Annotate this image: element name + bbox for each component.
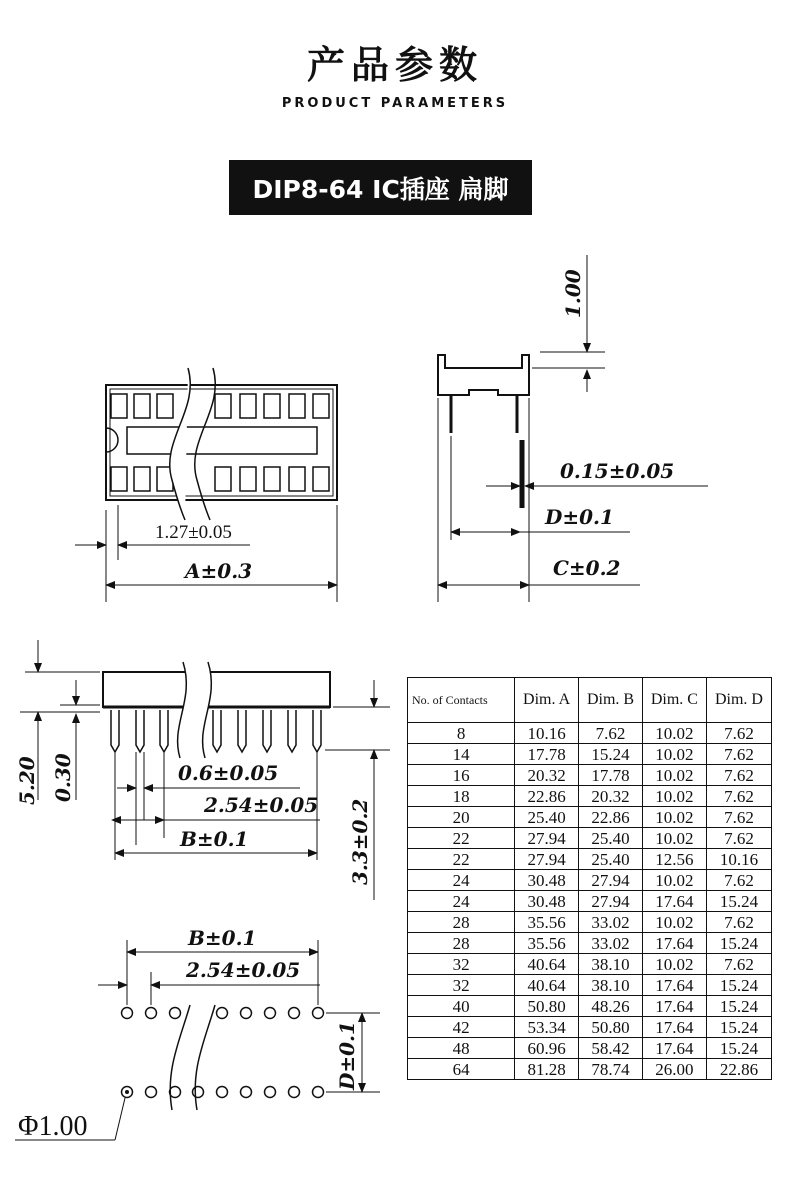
table-cell: 24	[408, 891, 515, 912]
table-cell: 48.26	[579, 996, 643, 1017]
table-cell: 10.02	[642, 870, 706, 891]
header-dim-d: Dim. D	[706, 678, 771, 723]
table-cell: 17.78	[515, 744, 579, 765]
table-row	[408, 975, 772, 996]
table-cell: 10.02	[642, 786, 706, 807]
dim-d-label: D±0.1	[545, 505, 614, 529]
table-row	[408, 1017, 772, 1038]
table-cell: 28	[408, 912, 515, 933]
header-contacts	[408, 678, 515, 723]
thickness-label: 0.15±0.05	[560, 459, 675, 483]
table-cell: 12.56	[642, 849, 706, 870]
table-cell: 22.86	[579, 807, 643, 828]
table-row	[408, 954, 772, 975]
table-cell: 33.02	[579, 912, 643, 933]
one-mm-label: 1.00	[561, 269, 585, 318]
page-subtitle: PRODUCT PARAMETERS	[281, 96, 509, 111]
table-cell: 17.64	[642, 1038, 706, 1059]
top-view-contacts-lower	[111, 467, 329, 491]
table-cell: 50.80	[579, 1017, 643, 1038]
table-cell: 15.24	[706, 933, 771, 954]
table-cell: 16	[408, 765, 515, 786]
table-cell: 10.02	[642, 912, 706, 933]
table-cell: 24	[408, 870, 515, 891]
table-cell: 15.24	[706, 996, 771, 1017]
header-dim-b: Dim. B	[579, 678, 643, 723]
front-view-pins	[111, 710, 321, 752]
table-cell: 7.62	[706, 765, 771, 786]
table-cell: 25.40	[515, 807, 579, 828]
table-cell: 7.62	[706, 870, 771, 891]
table-row	[408, 1038, 772, 1059]
header-dim-a: Dim. A	[515, 678, 579, 723]
table-cell: 10.02	[642, 744, 706, 765]
table-cell: 27.94	[515, 828, 579, 849]
table-cell: 10.16	[515, 723, 579, 744]
table-cell: 20.32	[579, 786, 643, 807]
table-header-row	[408, 678, 772, 723]
table-row	[408, 744, 772, 765]
table-cell: 42	[408, 1017, 515, 1038]
table-row	[408, 849, 772, 870]
table-cell: 10.02	[642, 807, 706, 828]
top-view-contacts-upper	[111, 394, 329, 418]
table-cell: 20	[408, 807, 515, 828]
header-contacts-text: No. of Contacts	[412, 692, 488, 707]
footprint-holes-lower	[122, 1087, 324, 1098]
table-cell: 22	[408, 828, 515, 849]
table-cell: 35.56	[515, 912, 579, 933]
table-cell: 60.96	[515, 1038, 579, 1059]
table-cell: 15.24	[706, 1017, 771, 1038]
table-row	[408, 807, 772, 828]
table-cell: 38.10	[579, 954, 643, 975]
pitch-127-label: 1.27±0.05	[155, 522, 232, 543]
table-row	[408, 870, 772, 891]
table-cell: 17.64	[642, 933, 706, 954]
table-row	[408, 912, 772, 933]
table-cell: 18	[408, 786, 515, 807]
table-cell: 15.24	[706, 891, 771, 912]
hole-diameter-label: Φ1.00	[18, 1111, 88, 1142]
table-cell: 7.62	[706, 954, 771, 975]
table-cell: 10.02	[642, 954, 706, 975]
table-cell: 33.02	[579, 933, 643, 954]
table-cell: 30.48	[515, 870, 579, 891]
table-cell: 15.24	[706, 1038, 771, 1059]
table-cell: 7.62	[706, 828, 771, 849]
table-cell: 17.64	[642, 996, 706, 1017]
dimension-table	[407, 677, 772, 1080]
page-title: 产品参数	[306, 43, 483, 87]
table-cell: 7.62	[706, 744, 771, 765]
height-33-label: 3.3±0.2	[348, 798, 372, 885]
table-cell: 17.64	[642, 1017, 706, 1038]
table-cell: 32	[408, 975, 515, 996]
table-cell: 20.32	[515, 765, 579, 786]
table-row	[408, 1059, 772, 1080]
pin-width-label: 0.6±0.05	[178, 761, 279, 785]
table-cell: 10.02	[642, 765, 706, 786]
table-row	[408, 765, 772, 786]
table-cell: 78.74	[579, 1059, 643, 1080]
table-cell: 26.00	[642, 1059, 706, 1080]
table-cell: 64	[408, 1059, 515, 1080]
table-cell: 40.64	[515, 975, 579, 996]
table-cell: 22.86	[515, 786, 579, 807]
table-cell: 22.86	[706, 1059, 771, 1080]
table-cell: 10.02	[642, 723, 706, 744]
table-cell: 35.56	[515, 933, 579, 954]
table-cell: 25.40	[579, 849, 643, 870]
table-cell: 7.62	[706, 786, 771, 807]
dim-c-label: C±0.2	[553, 556, 621, 580]
table-row	[408, 891, 772, 912]
pitch-254-label: 2.54±0.05	[204, 793, 319, 817]
dim-a-label: A±0.3	[185, 559, 253, 583]
table-cell: 17.64	[642, 975, 706, 996]
table-cell: 81.28	[515, 1059, 579, 1080]
table-cell: 17.78	[579, 765, 643, 786]
table-cell: 38.10	[579, 975, 643, 996]
table-cell: 40	[408, 996, 515, 1017]
table-cell: 7.62	[706, 807, 771, 828]
table-cell: 32	[408, 954, 515, 975]
table-cell: 40.64	[515, 954, 579, 975]
product-banner: DIP8-64 IC插座 扁脚	[229, 160, 532, 215]
table-cell: 17.64	[642, 891, 706, 912]
table-cell: 58.42	[579, 1038, 643, 1059]
table-cell: 50.80	[515, 996, 579, 1017]
table-row	[408, 828, 772, 849]
height-520-label: 5.20	[15, 756, 39, 805]
table-row	[408, 786, 772, 807]
table-cell: 27.94	[515, 849, 579, 870]
table-row	[408, 723, 772, 744]
header-dim-c: Dim. C	[642, 678, 706, 723]
table-cell: 15.24	[706, 975, 771, 996]
table-cell: 7.62	[706, 912, 771, 933]
dim-b-label: B±0.1	[180, 827, 249, 851]
table-cell: 10.02	[642, 828, 706, 849]
table-cell: 27.94	[579, 891, 643, 912]
height-030-label: 0.30	[51, 753, 75, 802]
table-cell: 25.40	[579, 828, 643, 849]
footprint-holes-upper	[122, 1008, 324, 1019]
table-cell: 28	[408, 933, 515, 954]
footprint-b-label: B±0.1	[188, 926, 257, 950]
table-cell: 8	[408, 723, 515, 744]
table-cell: 30.48	[515, 891, 579, 912]
table-cell: 15.24	[579, 744, 643, 765]
side-view	[438, 255, 708, 602]
footprint-pitch-label: 2.54±0.05	[186, 958, 301, 982]
table-cell: 14	[408, 744, 515, 765]
table-cell: 7.62	[579, 723, 643, 744]
footprint-d-label: D±0.1	[335, 1021, 359, 1090]
table-cell: 22	[408, 849, 515, 870]
table-cell: 27.94	[579, 870, 643, 891]
table-cell: 48	[408, 1038, 515, 1059]
table-cell: 7.62	[706, 723, 771, 744]
top-view	[75, 368, 337, 602]
table-cell: 10.16	[706, 849, 771, 870]
table-row	[408, 996, 772, 1017]
table-row	[408, 933, 772, 954]
front-view	[15, 640, 390, 900]
table-body	[408, 723, 772, 1080]
footprint-view	[15, 926, 380, 1142]
table-cell: 53.34	[515, 1017, 579, 1038]
